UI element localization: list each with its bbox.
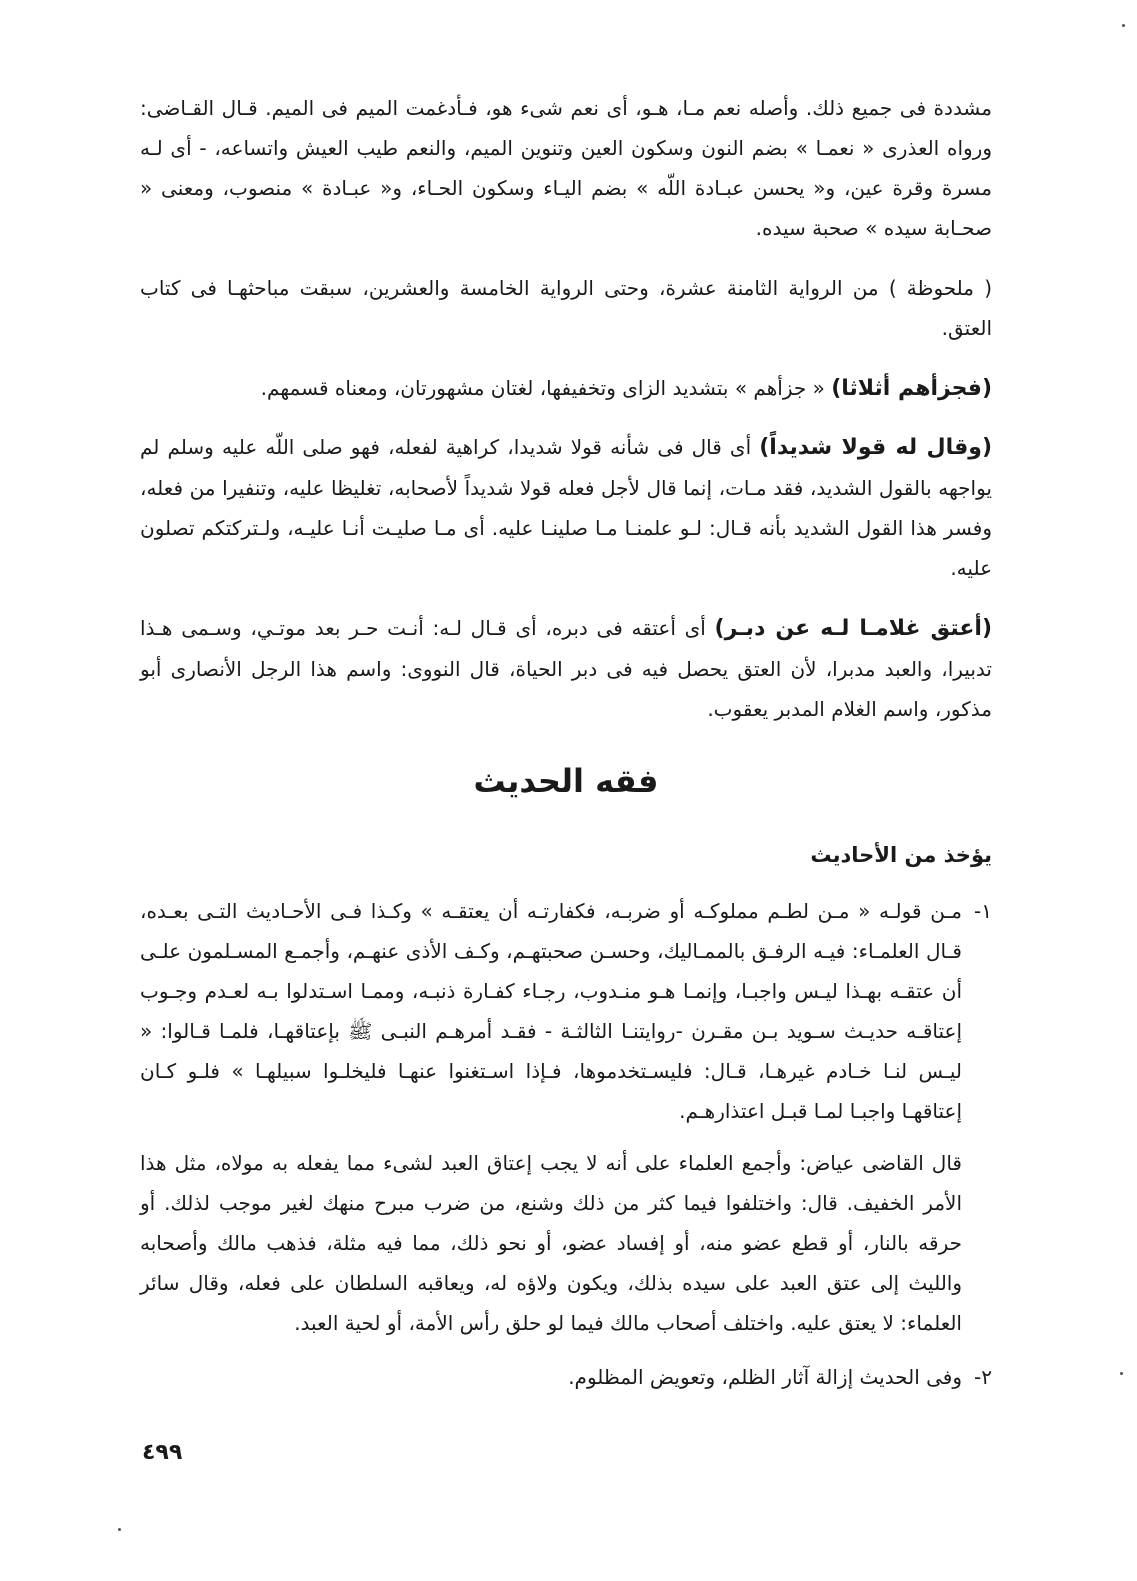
paragraph-tadbir	[140, 608, 992, 729]
heading-phrase: (أعتق غلامـا لـه عن دبـر)	[714, 616, 992, 641]
scan-speck	[1122, 24, 1125, 27]
section-title: فقه الحديث	[473, 762, 659, 800]
list-item	[140, 891, 992, 1131]
page-number: ٤٩٩	[142, 1440, 183, 1465]
list-item	[140, 1357, 992, 1397]
paragraph-intro: مشددة فى جميع ذلك. وأصله نعم مـا، هـو، أى نعم شىء هو، فـأدغمت الميم فى الميم. قـال القـاضى: ورواه العذرى « نعمـا » بضم النون وسكون العين وتنوين الميم، والنعم طيب العيش واتساعه، - أى لـه مسرة وقرة عين، و« يحسن عبـادة اللّه » بضم اليـاء وسكون الحـاء، و« عبـادة » منصوب، ومعنى « صحـابة سيده » صحبة سيده.	[140, 96, 992, 240]
scan-speck	[1120, 1372, 1123, 1375]
paragraph-note: ( ملحوظة ) من الرواية الثامنة عشرة، وحتى الرواية الخامسة والعشرين، سبقت مباحثهـا فى كتاب العتق.	[140, 276, 992, 340]
heading-phrase: (فجزأهم أثلاثا)	[831, 376, 992, 401]
list-item-continuation: قال القاضى عياض: وأجمع العلماء على أنه لا يجب إعتاق العبد لشىء مما يفعله به مولاه، مثل هذا الأمر الخفيف. قال: واختلفوا فيما كثر من ذلك وشنع، من ضرب مبرح منهك لغير موجب لذلك. أو حرقه بالنار، أو قطع عضو منه، أو إفساد عضو، أو نحو ذلك، مما فيه مثلة، فذهب مالك وأصحابه والليث إلى عتق العبد على سيده بذلك، ويكون ولاؤه له، ويعاقبه السلطان على فعله، وقال سائر العلماء: لا يعتق عليه. واختلف أصحاب مالك فيما لو حلق رأس الأمة، أو لحية العبد.	[140, 1151, 962, 1335]
section-subtitle: يؤخذ من الأحاديث	[810, 843, 992, 867]
paragraph-text: أى قال فى شأنه قولا شديدا، كراهية لفعله، فهو صلى اللّه عليه وسلم لم يواجهه بالقول الشديد، فقد مـات، إنما قال لأجل فعله قولا شديداً لأصحابه، تغليظا عليه، وتنفيرا من فعله، وفسر هذا القول الشديد بأنه قـال: لـو علمنـا مـا صلينـا عليه. أى مـا صليـت أنـا عليـه، ولـتركتكم تصلون عليه.	[140, 435, 992, 580]
paragraph-fajazzaahum	[140, 368, 992, 409]
scan-speck	[118, 1528, 121, 1531]
paragraph-qawlan-shadidan	[140, 427, 992, 588]
list-item-text: مـن قولـه « مـن لطـم مملوكـه أو ضربـه، فكفارتـه أن يعتقـه » وكـذا فـى الأحـاديث التـى بعـده، قـال العلمـاء: فيـه الرفـق بالممـاليك، وحسـن صحبتهـم، وكـف الأذى عنهـم، وأجمـع المسـلمون علـى أن عتقـه بهـذا ليـس واجبـا، وإنمـا هـو منـدوب، رجـاء كفـارة ذنبـه، وممـا اسـتدلوا بـه لعـدم وجـوب إعتاقـه حديـث سـويد بـن مقـرن -روايتنـا الثالثـة - فقـد أمرهـم النبـى ﷺ بإعتاقهـا، فلمـا قـالوا: « ليـس لنـا خـادم غيرهـا، قـال: فليسـتخدموها، فـإذا اسـتغنوا عنهـا فليخلـوا سبيلهـا » فلـو كـان إعتاقهـا واجبـا لمـا قبـل اعتذارهـم.	[140, 899, 962, 1123]
paragraph-text: أى أعتقه فى دبره، أى قـال لـه: أنـت حـر بعد موتـي، وسـمى هـذا تدبيرا، والعبد مدبرا، لأن العتق يحصل فيه فى دبر الحياة، قال النووى: واسم هذا الرجل الأنصارى أبو مذكور، واسم الغلام المدبر يعقوب.	[140, 616, 992, 721]
list-item-text: وفى الحديث إزالة آثار الظلم، وتعويض المظلوم.	[568, 1365, 962, 1389]
paragraph-text: « جزأهم » بتشديد الزاى وتخفيفها، لغتان مشهورتان، ومعناه قسمهم.	[260, 376, 832, 400]
list-item-number: ٢-	[974, 1365, 992, 1389]
heading-phrase: (وقال له قولا شديداً)	[759, 435, 992, 460]
document-page	[140, 88, 992, 1409]
list-item-number: ١-	[974, 899, 992, 923]
